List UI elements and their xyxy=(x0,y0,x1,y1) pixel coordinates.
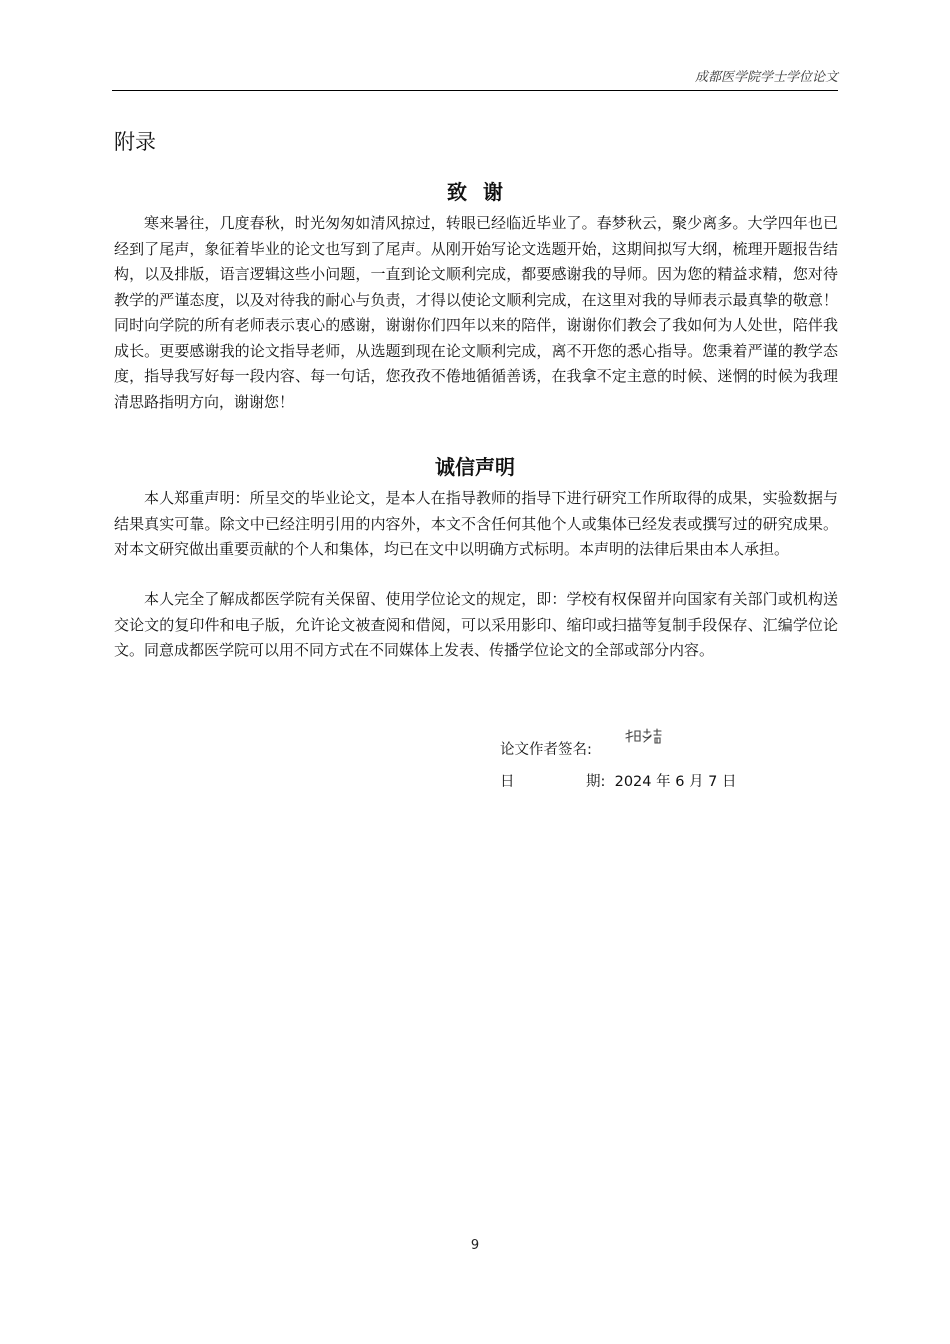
page-number: 9 xyxy=(470,1238,480,1253)
date-row xyxy=(500,770,737,791)
declaration-paragraph-1: 本人郑重声明：所呈交的毕业论文，是本人在指导教师的指导下进行研究工作所取得的成果，实验数据与结果真实可靠。除文中已经注明引用的内容外，本文不含任何其他个人或集体已经发表或撰写过的研究成果。对本文研究做出重要贡献的个人和集体，均已在文中以明确方式标明。本声明的法律后果由本人承担。 xyxy=(114,489,838,558)
date-value: 2024 年 6 月 7 日 xyxy=(614,774,737,790)
date-label: 日 期: xyxy=(500,774,606,790)
running-header-title: 成都医学院学士学位论文 xyxy=(694,70,838,85)
author-signature-row xyxy=(500,738,592,759)
appendix-heading: 附录 xyxy=(114,130,156,154)
author-signature-label: 论文作者签名: xyxy=(500,742,592,758)
declaration-title: 诚信声明 xyxy=(435,455,515,479)
handwritten-signature xyxy=(624,726,664,748)
declaration-paragraph-2: 本人完全了解成都医学院有关保留、使用学位论文的规定，即：学校有权保留并向国家有关部门或机构送交论文的复印件和电子版，允许论文被查阅和借阅，可以采用影印、缩印或扫描等复制手段保存、汇编学位论文。同意成都医学院可以用不同方式在不同媒体上发表、传播学位论文的全部或部分内容。 xyxy=(114,590,838,659)
header-divider xyxy=(112,90,838,91)
acknowledgement-text: 寒来暑往，几度春秋，时光匆匆如清风掠过，转眼已经临近毕业了。春梦秋云，聚少离多。大学四年也已经到了尾声，象征着毕业的论文也写到了尾声。从刚开始写论文选题开始，这期间拟写大纲，梳理开题报告结构，以及排版，语言逻辑这些小问题，一直到论文顺利完成，都要感谢我的导师。因为您的精益求精，您对待教学的严谨态度，以及对待我的耐心与负责，才得以使论文顺利完成，在这里对我的导师表示最真挚的敬意！同时向学院的所有老师表示衷心的感谢，谢谢你们四年以来的陪伴，谢谢你们教会了我如何为人处世，陪伴我成长。更要感谢我的论文指导老师，从选题到现在论文顺利完成，离不开您的悉心指导。您秉着严谨的教学态度，指导我写好每一段内容、每一句话，您孜孜不倦地循循善诱，在我拿不定主意的时候、迷惘的时候为我理清思路指明方向，谢谢您！ xyxy=(114,214,838,411)
acknowledgement-title: 致谢 xyxy=(447,180,519,204)
